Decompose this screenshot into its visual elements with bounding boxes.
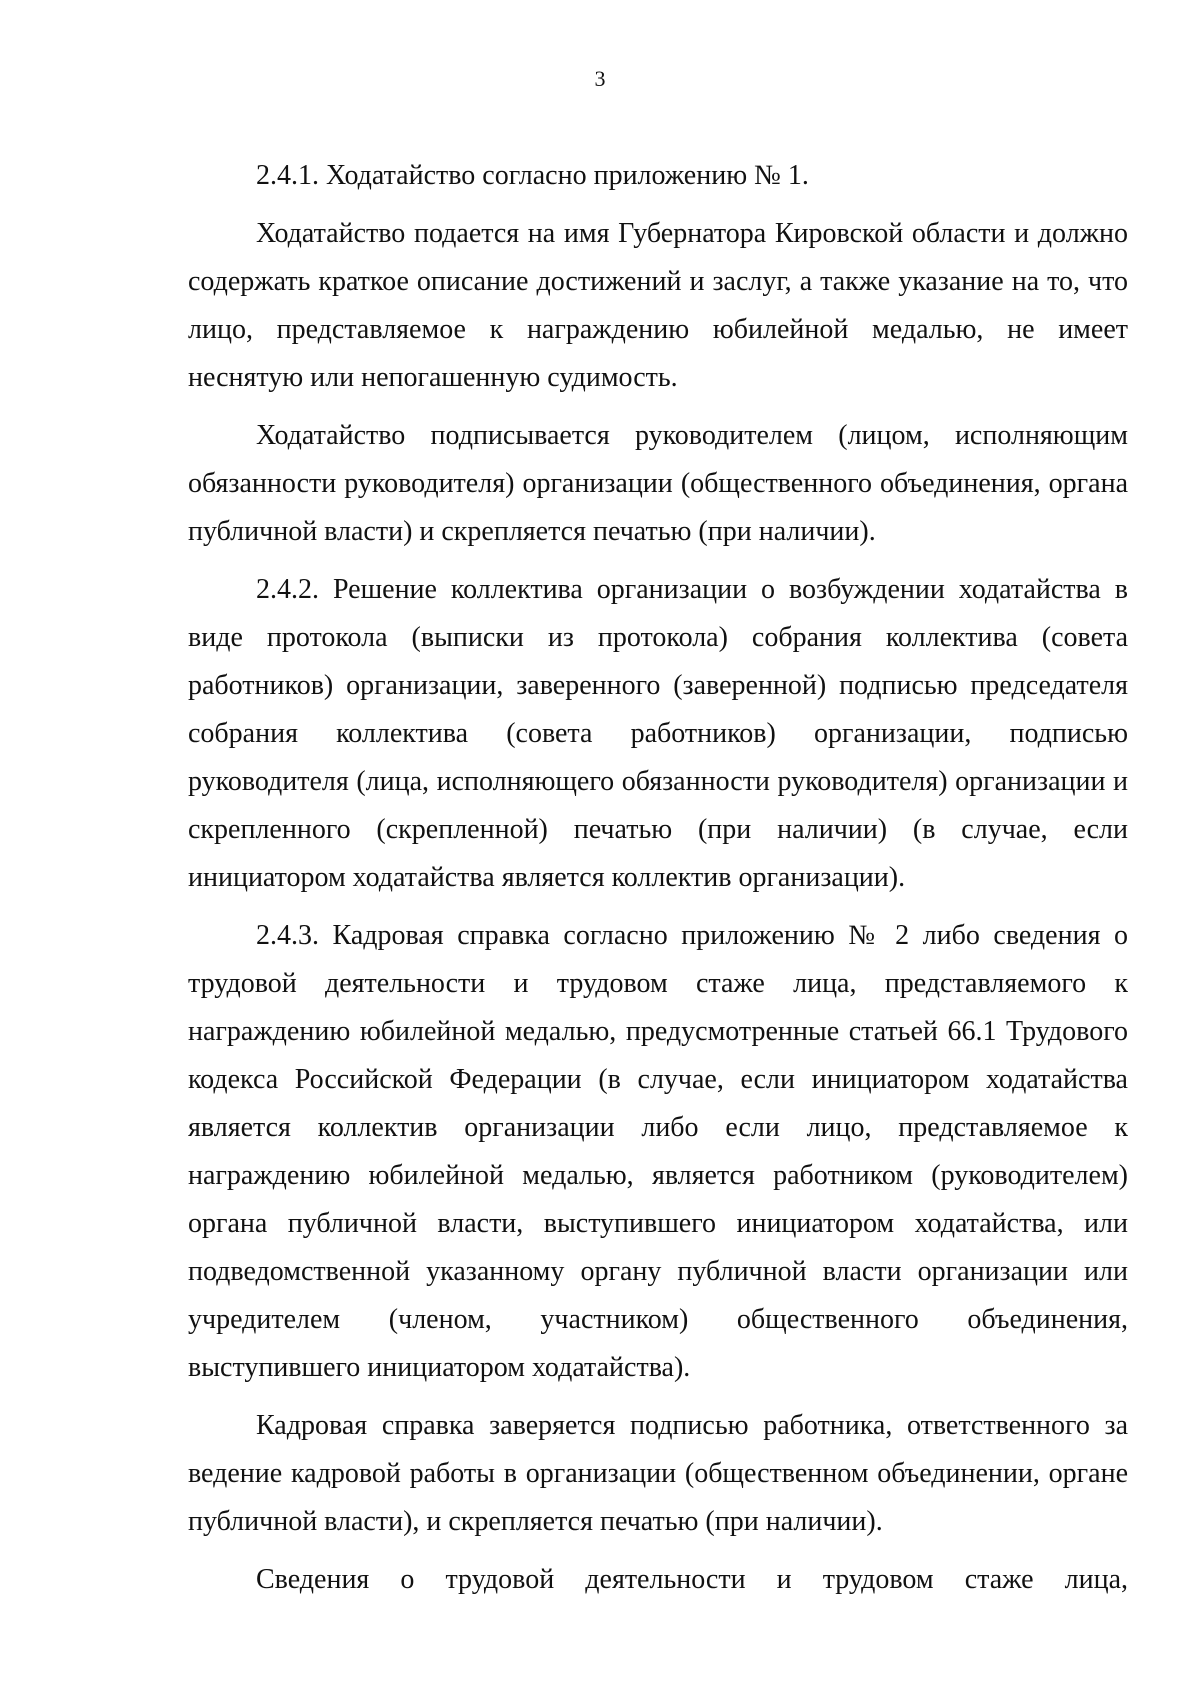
paragraph-2-4-2: 2.4.2. Решение коллектива организации о возбуждении ходатайства в виде протокола (выписки из протокола) собрания коллектива (совета работников) организации, заверенного (заверенной) подписью председателя собрания коллектива (совета работников) организации, подписью руководителя (лица, исполняющего обязанности руководителя) организации и скрепленного (скрепленной) печатью (при наличии) (в случае, если инициатором ходатайства является коллектив организации). [188,574,1128,893]
document-body [188,152,1128,1604]
paragraph-2-4-3: 2.4.3. Кадровая справка согласно приложению № 2 либо сведения о трудовой деятельности и трудовом стаже лица, представляемого к награждению юбилейной медалью, предусмотренные статьей 66.1 Трудового кодекса Российской Федерации (в случае, если инициатором ходатайства является коллектив организации либо если лицо, представляемое к награждению юбилейной медалью, является работником (руководителем) органа публичной власти, выступившего инициатором ходатайства, или подведомственной указанному органу публичной власти организации или учредителем (членом, участником) общественного объединения, выступившего инициатором ходатайства). [188,920,1128,1383]
paragraph-petition-signature: Ходатайство подписывается руководителем (лицом, исполняющим обязанности руководителя) организации (общественного объединения, органа публичной власти) и скрепляется печатью (при наличии). [188,420,1128,547]
paragraph-2-4-1: 2.4.1. Ходатайство согласно приложению № 1. [256,160,809,191]
page-number: 3 [594,66,606,91]
paragraph-hr-certificate: Кадровая справка заверяется подписью работника, ответственного за ведение кадровой работы в организации (общественном объединении, органе публичной власти), и скрепляется печатью (при наличии). [188,1410,1128,1537]
paragraph-employment-info: Сведения о трудовой деятельности и трудовом стаже лица, [256,1564,1128,1595]
paragraph-petition-addressee: Ходатайство подается на имя Губернатора Кировской области и должно содержать краткое описание достижений и заслуг, а также указание на то, что лицо, представляемое к награждению юбилейной медалью, не имеет неснятую или непогашенную судимость. [188,218,1128,393]
